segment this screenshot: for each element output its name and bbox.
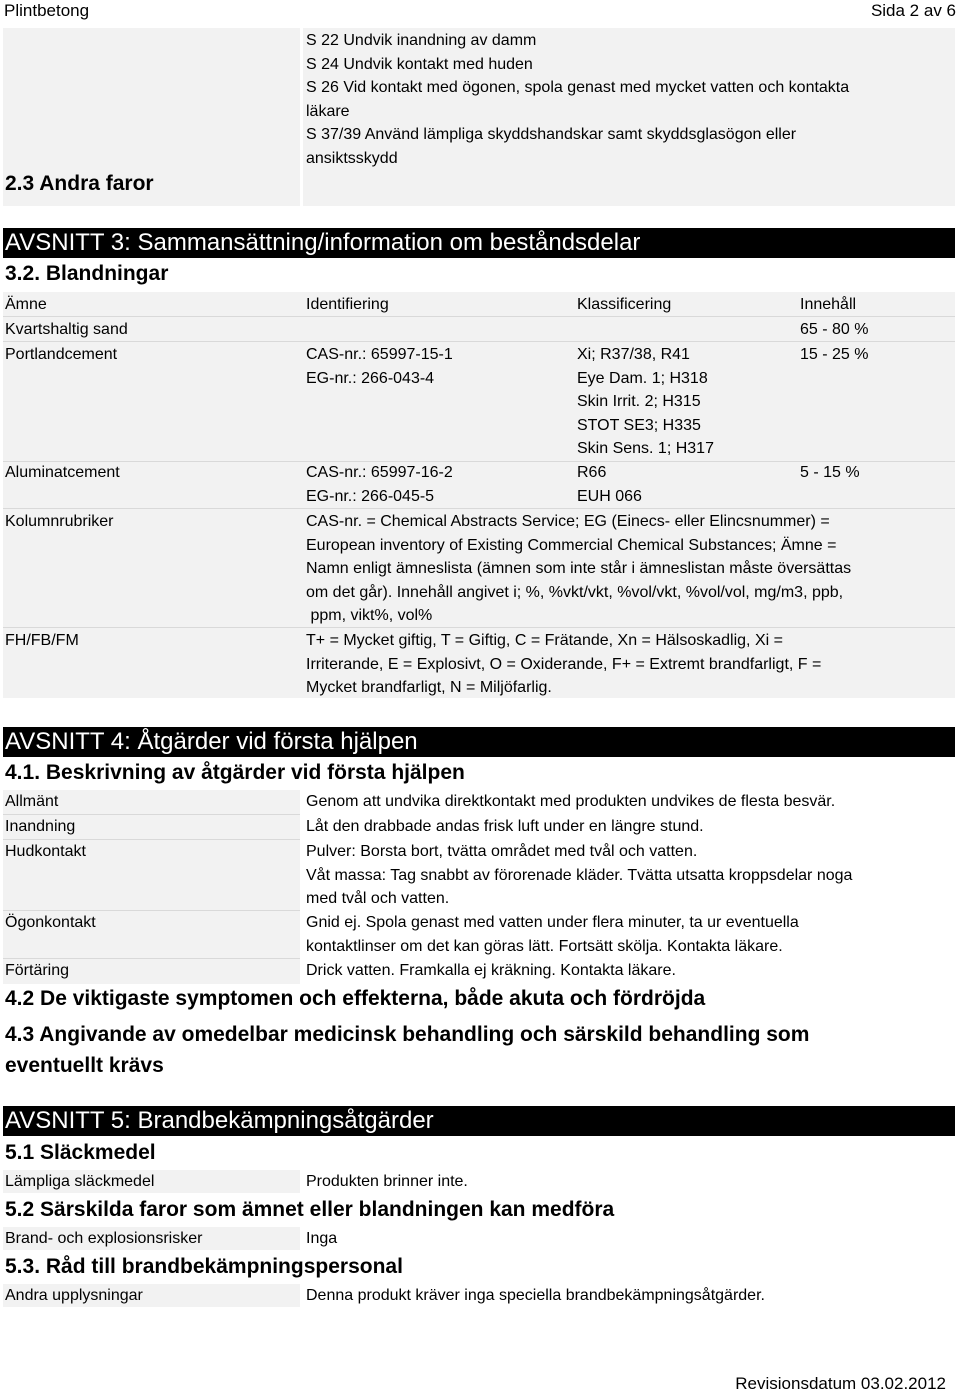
- id-line: CAS-nr.: 65997-15-1: [306, 346, 453, 363]
- first-aid-text: Låt den drabbade andas frisk luft under en längre stund.: [306, 818, 704, 835]
- identification: [306, 461, 453, 508]
- s-phrase: ansiktsskydd: [306, 149, 398, 167]
- note-label-column-headings: Kolumnrubriker: [5, 513, 114, 530]
- column-header-substance: Ämne: [5, 296, 47, 313]
- heading-line: 4.3 Angivande av omedelbar medicinsk behandling och särskild behandling som: [5, 1023, 810, 1046]
- note-label-hazard-abbrev: FH/FB/FM: [5, 632, 79, 649]
- footer-revision-date: Revisionsdatum 03.02.2012: [735, 1374, 946, 1393]
- note-line: Mycket brandfarligt, N = Miljöfarlig.: [306, 679, 552, 696]
- first-aid-label-ingestion: Förtäring: [5, 962, 70, 979]
- s-phrase: S 22 Undvik inandning av damm: [306, 32, 537, 49]
- identification: [306, 343, 453, 390]
- heading-line: eventuellt krävs: [5, 1054, 164, 1077]
- note-line: om det går). Innehåll angivet i; %, %vkt/vkt, %vol/vkt, %vol/vol, mg/m3, ppb,: [306, 583, 844, 601]
- s-phrase: S 26 Vid kontakt med ögonen, spola genast med mycket vatten och kontakta: [306, 79, 850, 96]
- content-range: 5 - 15 %: [800, 464, 860, 481]
- note-line: CAS-nr. = Chemical Abstracts Service; EG (Einecs- eller Elincsnummer) =: [306, 513, 830, 530]
- content-range: 15 - 25 %: [800, 346, 869, 363]
- note-line: T+ = Mycket giftig, T = Giftig, C = Frätande, Xn = Hälsoskadlig, Xi =: [306, 632, 783, 649]
- id-line: EG-nr.: 266-043-4: [306, 369, 435, 387]
- first-aid-line: kontaktlinser om det kan göras lätt. Fortsätt skölja. Kontakta läkare.: [306, 937, 783, 955]
- first-aid-line: med tvål och vatten.: [306, 890, 450, 907]
- note-line: Namn enligt ämneslista (ämnen som inte står i ämneslistan måste översättas: [306, 560, 852, 577]
- value-suitable-media: Produkten brinner inte.: [306, 1173, 468, 1190]
- class-line: Skin Irrit. 2; H315: [577, 393, 701, 410]
- heading-symptoms: 4.2 De viktigaste symptomen och effekterna, både akuta och fördröjda: [5, 987, 706, 1010]
- s-phrase: S 37/39 Använd lämpliga skyddshandskar samt skyddsglasögon eller: [306, 126, 797, 143]
- substance-name: Kvartshaltig sand: [5, 321, 128, 338]
- first-aid-label-skin: Hudkontakt: [5, 843, 86, 860]
- label-fire-explosion-risks: Brand- och explosionsrisker: [5, 1230, 203, 1247]
- first-aid-text: Genom att undvika direktkontakt med produkten undvikes de flesta besvär.: [306, 793, 836, 810]
- section-5-title: AVSNITT 5: Brandbekämpningsåtgärder: [3, 1106, 955, 1136]
- s-phrase: S 24 Undvik kontakt med huden: [306, 55, 533, 73]
- first-aid-label-eyes: Ögonkontakt: [5, 914, 96, 931]
- substance-name: Aluminatcement: [5, 464, 120, 481]
- substance-name: Portlandcement: [5, 346, 118, 363]
- id-line: CAS-nr.: 65997-16-2: [306, 464, 453, 481]
- label-suitable-media: Lämpliga släckmedel: [5, 1173, 155, 1190]
- class-line: Xi; R37/38, R41: [577, 346, 690, 363]
- s-phrase: läkare: [306, 102, 350, 120]
- classification: [577, 343, 714, 461]
- note-line: European inventory of Existing Commercial Chemical Substances; Ämne =: [306, 536, 837, 554]
- first-aid-text: [306, 911, 799, 958]
- heading-other-hazards: 2.3 Andra faror: [5, 172, 154, 195]
- class-line: R66: [577, 464, 607, 481]
- heading-special-hazards: 5.2 Särskilda faror som ämnet eller blandningen kan medföra: [5, 1198, 615, 1221]
- column-header-classification: Klassificering: [577, 296, 672, 313]
- divider: [3, 508, 955, 509]
- first-aid-text: [306, 840, 852, 911]
- header-document-name: Plintbetong: [4, 1, 90, 20]
- id-line: EG-nr.: 266-045-5: [306, 487, 435, 505]
- section-3-title: AVSNITT 3: Sammansättning/information om beståndsdelar: [3, 228, 955, 258]
- heading-firefighter-advice: 5.3. Råd till brandbekämpningspersonal: [5, 1255, 403, 1278]
- first-aid-line: Våt massa: Tag snabbt av förorenade kläder. Tvätta utsatta kroppsdelar noga: [306, 866, 853, 884]
- class-line: Eye Dam. 1; H318: [577, 369, 708, 387]
- first-aid-label-general: Allmänt: [5, 793, 59, 810]
- note-line: ppm, vikt%, vol%: [306, 607, 433, 624]
- note-hazard-abbrev-text: [306, 629, 821, 700]
- class-line: EUH 066: [577, 487, 642, 505]
- class-line: Skin Sens. 1; H317: [577, 440, 714, 457]
- heading-medical-treatment: [5, 1019, 809, 1081]
- first-aid-line: Gnid ej. Spola genast med vatten under flera minuter, ta ur eventuella: [306, 914, 799, 931]
- section-4-title: AVSNITT 4: Åtgärder vid första hjälpen: [3, 727, 955, 757]
- header-page-number: Sida 2 av 6: [870, 1, 956, 20]
- first-aid-text: Drick vatten. Framkalla ej kräkning. Kontakta läkare.: [306, 962, 676, 979]
- first-aid-label-inhalation: Inandning: [5, 818, 76, 835]
- classification: [577, 461, 642, 508]
- column-header-content: Innehåll: [800, 296, 857, 313]
- heading-extinguishing-media: 5.1 Släckmedel: [5, 1141, 156, 1164]
- heading-first-aid-description: 4.1. Beskrivning av åtgärder vid första hjälpen: [5, 761, 465, 784]
- value-fire-explosion-risks: Inga: [306, 1230, 338, 1247]
- first-aid-line: Pulver: Borsta bort, tvätta området med tvål och vatten.: [306, 843, 698, 860]
- column-header-identification: Identifiering: [306, 296, 389, 313]
- content-range: 65 - 80 %: [800, 321, 869, 338]
- label-other-info: Andra upplysningar: [5, 1287, 143, 1304]
- value-other-info: Denna produkt kräver inga speciella brandbekämpningsåtgärder.: [306, 1287, 765, 1304]
- class-line: STOT SE3; H335: [577, 416, 701, 434]
- note-line: Irriterande, E = Explosivt, O = Oxiderande, F+ = Extremt brandfarligt, F =: [306, 655, 822, 673]
- s-phrase-list: [306, 29, 849, 170]
- heading-mixtures: 3.2. Blandningar: [5, 262, 169, 285]
- note-column-headings-text: [306, 510, 851, 628]
